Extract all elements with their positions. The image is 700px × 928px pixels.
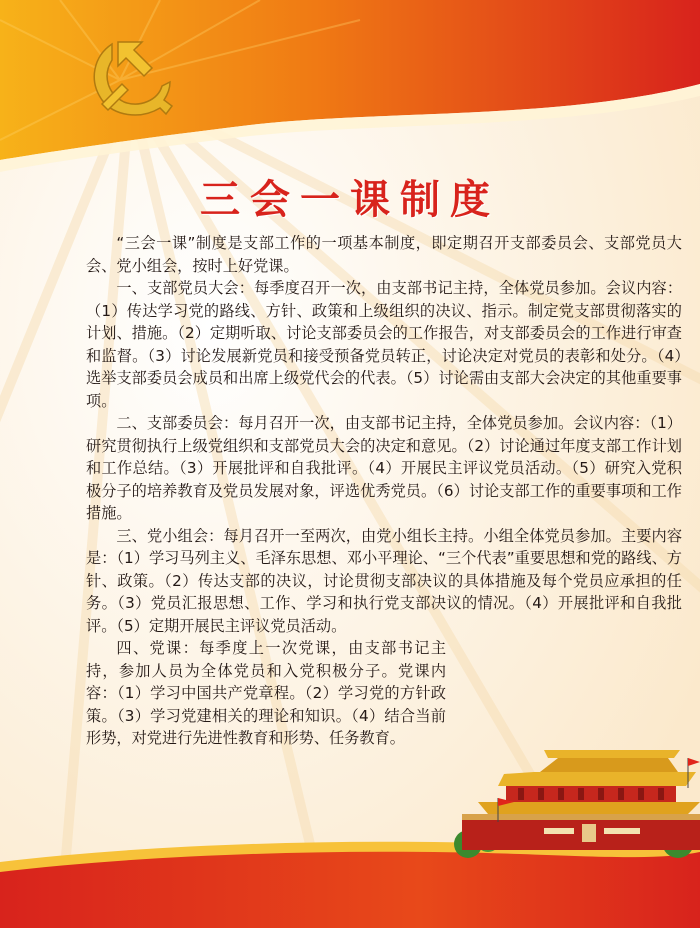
tiananmen-illustration bbox=[448, 728, 700, 860]
branch-committee-paragraph: 二、支部委员会：每月召开一次，由支部书记主持，全体党员参加。会议内容：（1）研究贯彻执行上级党组织和支部党员大会的决定和意见。（2）讨论通过年度支部工作计划和工作总结。（3）开展批评和自我批评。（4）开展民主评议党员活动。（5）研究入党积极分子的培养教育及党员发展对象，评选优秀党员。（6）讨论支部工作的重要事项和工作措施。 bbox=[86, 414, 682, 522]
body-text bbox=[86, 232, 682, 750]
party-lecture-paragraph: 四、党课：每季度上一次党课，由支部书记主持，参加人员为全体党员和入党积极分子。党课内容：（1）学习中国共产党章程。（2）学习党的方针政策。（3）学习党建相关的理论和知识。（4）结合当前形势，对党进行先进性教育和形势、任务教育。 bbox=[86, 639, 446, 747]
intro-paragraph: “三会一课”制度是支部工作的一项基本制度，即定期召开支部委员会、支部党员大会、党小组会，按时上好党课。 bbox=[86, 234, 682, 275]
poster-title: 三会一课制度 bbox=[200, 177, 500, 223]
party-group-meeting-paragraph: 三、党小组会：每月召开一至两次，由党小组长主持。小组全体党员参加。主要内容是：（1）学习马列主义、毛泽东思想、邓小平理论、“三个代表”重要思想和党的路线、方针、政策。（2）传达支部的决议，讨论贯彻支部决议的具体措施及每个党员应承担的任务。（3）党员汇报思想、工作、学习和执行党支部决议的情况。（4）开展批评和自我批评。（5）定期开展民主评议党员活动。 bbox=[86, 526, 682, 635]
party-emblem-icon bbox=[82, 36, 176, 122]
party-member-meeting-paragraph: 一、支部党员大会：每季度召开一次，由支部书记主持，全体党员参加。会议内容：（1）传达学习党的路线、方针、政策和上级组织的决议、指示。制定党支部贯彻落实的计划、措施。（2）定期听取、讨论支部委员会的工作报告，对支部委员会的工作进行审查和监督。（3）讨论发展新党员和接受预备党员转正，讨论决定对党员的表彰和处分。（4）选举支部委员会成员和出席上级党代会的代表。（5）讨论需由支部大会决定的其他重要事项。 bbox=[86, 279, 682, 410]
